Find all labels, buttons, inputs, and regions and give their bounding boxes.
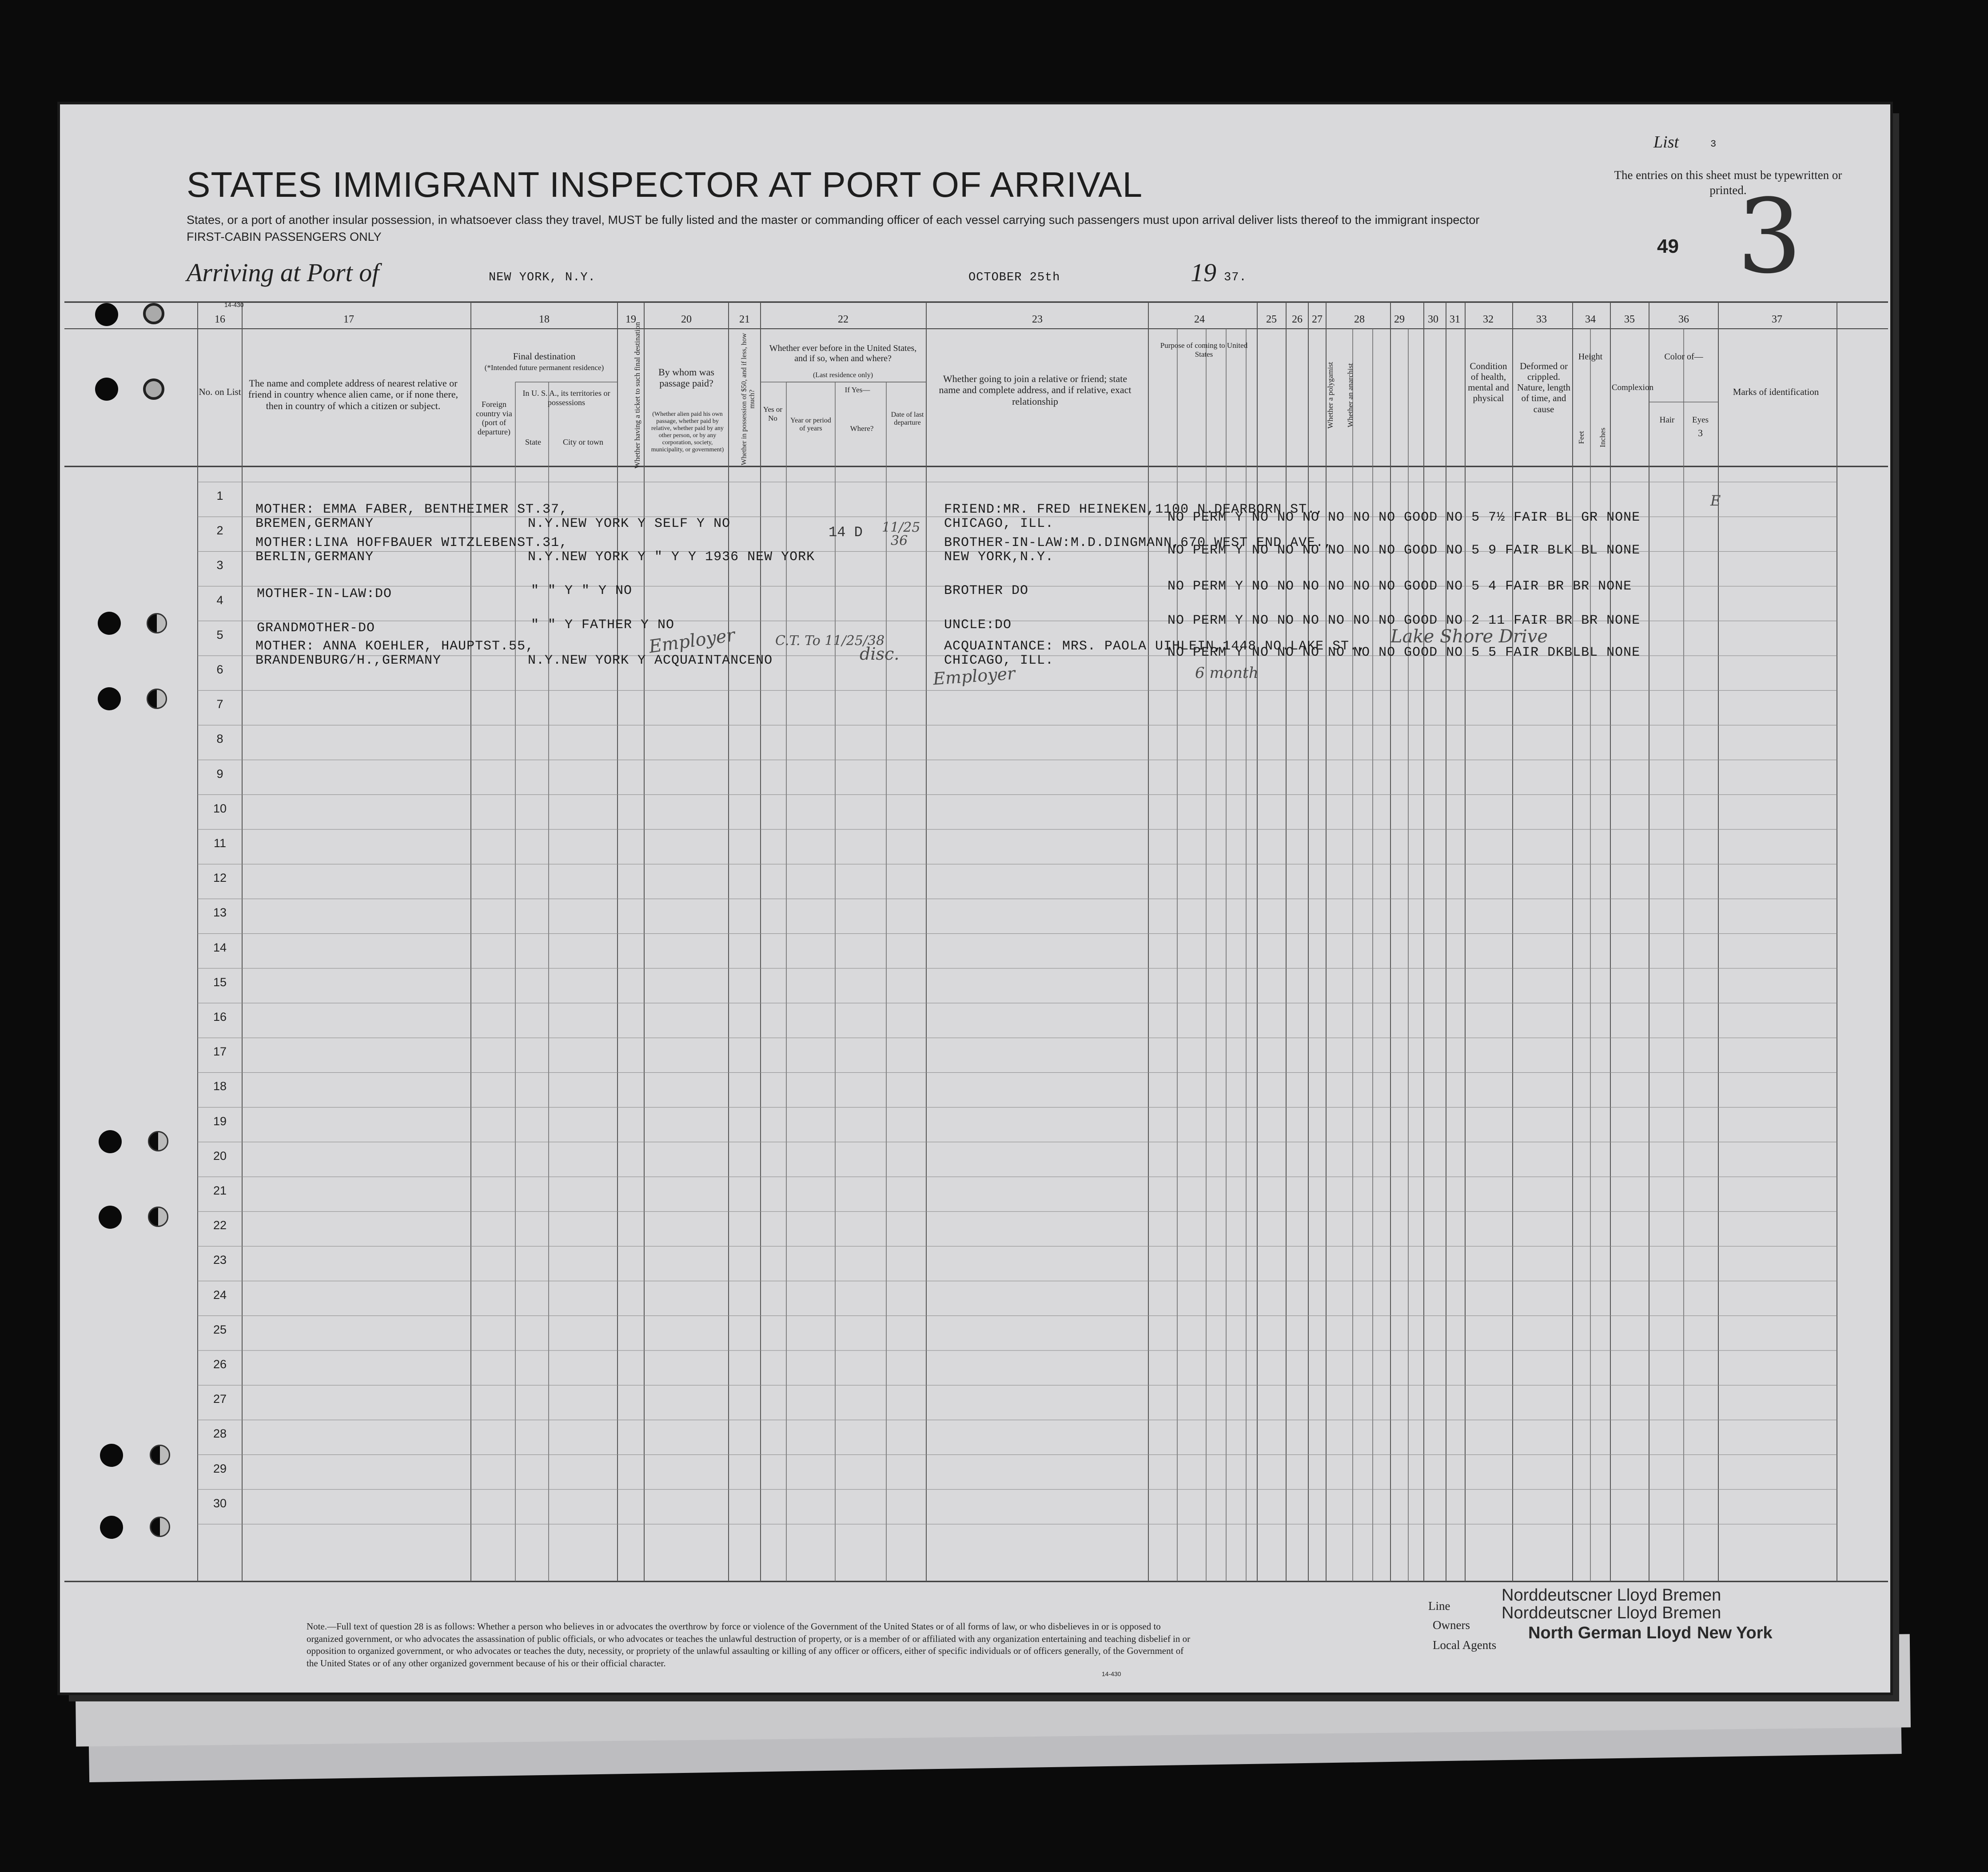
handwritten-extension: C.T. To 11/25/38	[775, 633, 885, 649]
header-feet: Feet	[1577, 431, 1586, 444]
punch-hole	[99, 1130, 122, 1153]
local-agents-label: Local Agents	[1433, 1638, 1497, 1652]
column-number: 24	[1194, 314, 1205, 325]
local-agents-city: New York	[1697, 1624, 1773, 1642]
handwritten-employer: Employer	[647, 625, 737, 657]
column-number: 31	[1450, 314, 1460, 325]
column-number: 26	[1292, 314, 1303, 325]
entry-5-relative: MOTHER: ANNA KOEHLER, HAUPTST.55,	[255, 639, 534, 654]
form-code: 14-430	[224, 301, 244, 308]
column-number: 18	[539, 314, 550, 325]
entry-5-details: NO PERM Y NO NO NO NO NO NO GOOD NO 5 5 FAIR DKBLBL NONE	[1167, 645, 1641, 660]
header-anarchist: Whether an anarchist	[1346, 363, 1355, 427]
header-in-usa: In U. S. A., its territories or possessions	[522, 389, 610, 407]
header-state: State	[525, 438, 541, 446]
entry-4-details: NO PERM Y NO NO NO NO NO NO GOOD NO 2 11 FAIR BR BR NONE	[1167, 613, 1641, 628]
row-number: 1	[216, 489, 223, 502]
row-number: 25	[213, 1322, 227, 1336]
row-number: 27	[213, 1392, 227, 1406]
column-number: 21	[739, 314, 750, 325]
header-where: Where?	[850, 424, 874, 433]
punch-hole	[98, 612, 121, 635]
column-number: 16	[215, 314, 225, 325]
owners-value: Norddeutscner Lloyd Bremen	[1502, 1604, 1721, 1622]
row-number: 3	[216, 558, 223, 572]
punch-hole	[147, 613, 167, 633]
header-before-in-us: Whether ever before in the United States, and if so, when and where?	[769, 343, 917, 363]
entry-2-details: NO PERM Y NO NO NO NO NO NO GOOD NO 5 9 FAIR BLK BL NONE	[1167, 543, 1641, 558]
list-number: 3	[1710, 139, 1717, 150]
punch-hole	[150, 1445, 170, 1465]
row-number: 11	[213, 836, 227, 850]
row-number: 10	[213, 801, 227, 815]
owners-label: Owners	[1433, 1618, 1470, 1632]
entry-3-joining: BROTHER DO	[944, 583, 1029, 598]
header-if-yes: If Yes—	[845, 386, 870, 394]
entry-1-destination: N.Y.NEW YORK Y SELF Y NO	[528, 516, 731, 531]
punch-hole	[143, 378, 164, 400]
row-number: 6	[216, 663, 223, 676]
header-passage-paid-note: (Whether alien paid his own passage, whether paid by relative, whether paid by any other person, or by any corporation, society, municipality, or government)	[651, 411, 724, 454]
punch-hole	[148, 1207, 168, 1227]
row-number: 5	[216, 628, 223, 641]
header-city-or-town: City or town	[562, 438, 603, 446]
header-foreign-country: Foreign country via (port of departure)	[476, 400, 512, 437]
header-color-of: Color of—	[1664, 352, 1703, 362]
header-date-last-departure: Date of last departure	[891, 411, 924, 427]
row-number: 4	[216, 593, 223, 607]
header-eyes: Eyes	[1692, 415, 1709, 425]
column-number: 20	[681, 314, 692, 325]
column-number: 22	[838, 314, 849, 325]
header-health: Condition of health, mental and physical	[1468, 361, 1509, 404]
listing-requirement: States, or a port of another insular possession, in whatsoever class they travel, MUST be fully listed and the master or commanding officer of each vessel carrying such passengers must upon arrival deliver lists thereof to the immigrant inspector	[187, 213, 1480, 227]
entry-1-details: NO PERM Y NO NO NO NO NO NO GOOD NO 5 7½ FAIR BL GR NONE	[1167, 510, 1641, 525]
header-fifty-dollars: Whether in possession of $50, and if less, how much?	[740, 333, 756, 466]
header-nearest-relative: The name and complete address of nearest relative or friend in country whence alien came, or if none there, then in country of which a citizen or subject.	[248, 378, 458, 411]
punch-hole	[150, 1517, 170, 1537]
question-28-note: Note.—Full text of question 28 is as follows: Whether a person who believes in or advocates the overthrow by force or violence of the Government of the United States or of all forms of law, or who disbelieves in or is opposed to organized government, or who advocates the assassination of public officials, or who advocates or teaches the unlawful destruction of property, or is a member of or affiliated with any organization entertaining and teaching disbelief in or opposition to organized government, or who advocates or teaches the duty, necessity, or propriety of the unlawful assaulting or killing of any officer or officers, either of specific individuals or of officers generally, of the Government of the United States or of any other organized government because of his or their official character.	[307, 1621, 1191, 1669]
column-number: 19	[625, 314, 636, 325]
handwritten-sheet-number: 3	[1737, 178, 1802, 296]
page-title: STATES IMMIGRANT INSPECTOR AT PORT OF ARRIVAL	[187, 165, 1143, 204]
header-passage-paid: By whom was passage paid?	[658, 366, 714, 389]
entry-5-joining-city: CHICAGO, ILL.	[944, 653, 1054, 668]
header-year-period: Year or period of years	[790, 417, 831, 433]
column-number: 36	[1678, 314, 1689, 325]
punch-hole	[148, 1131, 168, 1151]
header-marks-identification: Marks of identification	[1733, 386, 1819, 397]
entry-2-joining-city: NEW YORK,N.Y.	[944, 550, 1054, 565]
punch-hole	[98, 687, 121, 710]
row-number: 21	[213, 1184, 227, 1197]
column-number: 35	[1624, 314, 1635, 325]
header-polygamist: Whether a polygamist	[1326, 362, 1335, 429]
row-number: 29	[213, 1462, 227, 1475]
column-number: 32	[1483, 314, 1494, 325]
date-value: OCTOBER 25th	[968, 271, 1060, 284]
arriving-label: Arriving at Port of	[187, 258, 379, 287]
row-number: 24	[213, 1288, 227, 1302]
punch-hole	[100, 1516, 123, 1539]
typewritten-instructions: The entries on this sheet must be typewritten or printed.	[1614, 168, 1842, 197]
entry-5-destination: N.Y.NEW YORK Y ACQUAINTANCENO	[528, 653, 773, 668]
column-number: 37	[1772, 314, 1782, 325]
year-suffix: 37.	[1224, 271, 1247, 284]
column-number: 17	[343, 314, 354, 325]
entry-5-joining: ACQUAINTANCE: MRS. PAOLA UIHLEIN,1448 NO.LAKE ST.,	[944, 639, 1367, 654]
row-number: 26	[213, 1358, 227, 1371]
entry-1-joining: FRIEND:MR. FRED HEINEKEN,1100 N.DEARBORN ST.,	[944, 502, 1324, 517]
list-label: List	[1653, 133, 1679, 151]
header-purpose: Purpose of coming to United States	[1160, 341, 1248, 358]
handwritten-disc: disc.	[860, 644, 900, 664]
row-number: 14	[213, 940, 227, 954]
punch-hole	[95, 378, 118, 401]
entry-4-destination: " " Y FATHER Y NO	[531, 617, 675, 633]
entry-5-relative-city: BRANDENBURG/H.,GERMANY	[255, 653, 442, 668]
handwritten-duration: 6 month	[1195, 664, 1259, 682]
header-ticket: Whether having a ticket to such final destination	[633, 322, 642, 469]
column-number: 33	[1536, 314, 1547, 325]
entry-4-relative: GRANDMOTHER-DO	[257, 621, 375, 636]
column-number: 34	[1585, 314, 1596, 325]
handwritten-lake-shore-drive: Lake Shore Drive	[1390, 626, 1548, 647]
header-yes-or-no: Yes or No	[763, 405, 783, 422]
entry-2-destination: N.Y.NEW YORK Y " Y Y 1936 NEW YORK	[528, 550, 815, 565]
row-number: 18	[213, 1079, 227, 1093]
header-complexion: Complexion	[1612, 383, 1653, 392]
header-last-residence: (Last residence only)	[813, 371, 873, 379]
row-number: 17	[213, 1045, 227, 1059]
column-number: 29	[1394, 314, 1405, 325]
port-value: NEW YORK, N.Y.	[489, 271, 596, 284]
row-number: 9	[216, 767, 223, 781]
cabin-class: FIRST-CABIN PASSENGERS ONLY	[187, 230, 382, 243]
handwritten-departure-year: 36	[891, 533, 908, 549]
header-height: Height	[1578, 352, 1603, 362]
entry-3-relative: MOTHER-IN-LAW:DO	[257, 586, 392, 601]
row-number: 13	[213, 906, 227, 920]
header-no-on-list: No. on List	[199, 386, 241, 397]
line-label: Line	[1428, 1599, 1450, 1613]
header-eyes-mark: 3	[1698, 427, 1703, 438]
column-number: 27	[1312, 314, 1323, 325]
header-hair: Hair	[1659, 415, 1675, 425]
row-number: 20	[213, 1149, 227, 1163]
row-number: 2	[216, 524, 223, 538]
row-number: 16	[213, 1010, 227, 1024]
sheet-number: 49	[1657, 235, 1679, 257]
entry-4-joining: UNCLE:DO	[944, 617, 1012, 633]
handwritten-employer-2: Employer	[932, 663, 1016, 689]
row-number: 23	[213, 1253, 227, 1267]
local-agents-value: North German Lloyd	[1528, 1624, 1692, 1642]
row-number: 12	[213, 871, 227, 885]
line-value: Norddeutscner Lloyd Bremen	[1502, 1586, 1721, 1605]
footer-form-code: 14-430	[1102, 1670, 1121, 1677]
year-prefix: 19	[1191, 258, 1216, 287]
punch-hole	[143, 303, 164, 324]
punch-hole	[95, 303, 118, 326]
row-number: 7	[216, 697, 223, 711]
row-number: 8	[216, 732, 223, 746]
entry-3-details: NO PERM Y NO NO NO NO NO NO GOOD NO 5 4 FAIR BR BR NONE	[1167, 579, 1632, 594]
row-number: 19	[213, 1114, 227, 1128]
column-number: 28	[1354, 314, 1365, 325]
row-number: 15	[213, 975, 227, 989]
entry-2-joining: BROTHER-IN-LAW:M.D.DINGMANN,670 WEST END AVE.,	[944, 535, 1333, 550]
header-deformed: Deformed or crippled. Nature, length of time, and cause	[1517, 361, 1571, 414]
handwritten-correction: E	[1710, 492, 1721, 509]
entry-2-relative: MOTHER:LINA HOFFBAUER WITZLEBENST.31,	[255, 535, 568, 550]
row-number: 30	[213, 1496, 227, 1510]
entry-2-relative-city: BERLIN,GERMANY	[255, 550, 374, 565]
entry-3-destination: " " Y " Y NO	[531, 583, 633, 598]
column-number: 30	[1428, 314, 1438, 325]
header-join-relative: Whether going to join a relative or friend; state name and complete address, and if relative, exact relationship	[939, 373, 1131, 407]
handwritten-period: 14 D	[829, 524, 863, 541]
punch-hole	[147, 689, 167, 709]
entry-1-relative-city: BREMEN,GERMANY	[255, 516, 374, 531]
punch-hole	[100, 1444, 123, 1467]
column-number: 25	[1266, 314, 1277, 325]
column-number: 23	[1032, 314, 1043, 325]
entry-1-relative: MOTHER: EMMA FABER, BENTHEIMER ST.37,	[255, 502, 568, 517]
entry-1-joining-city: CHICAGO, ILL.	[944, 516, 1054, 531]
header-inches: Inches	[1598, 427, 1607, 447]
row-number: 22	[213, 1219, 227, 1232]
header-final-destination-note: (*Intended future permanent residence)	[484, 363, 604, 372]
punch-hole	[99, 1206, 122, 1229]
row-number: 28	[213, 1427, 227, 1441]
header-final-destination: Final destination	[513, 351, 576, 362]
handwritten-departure-date: 11/25	[882, 520, 920, 535]
